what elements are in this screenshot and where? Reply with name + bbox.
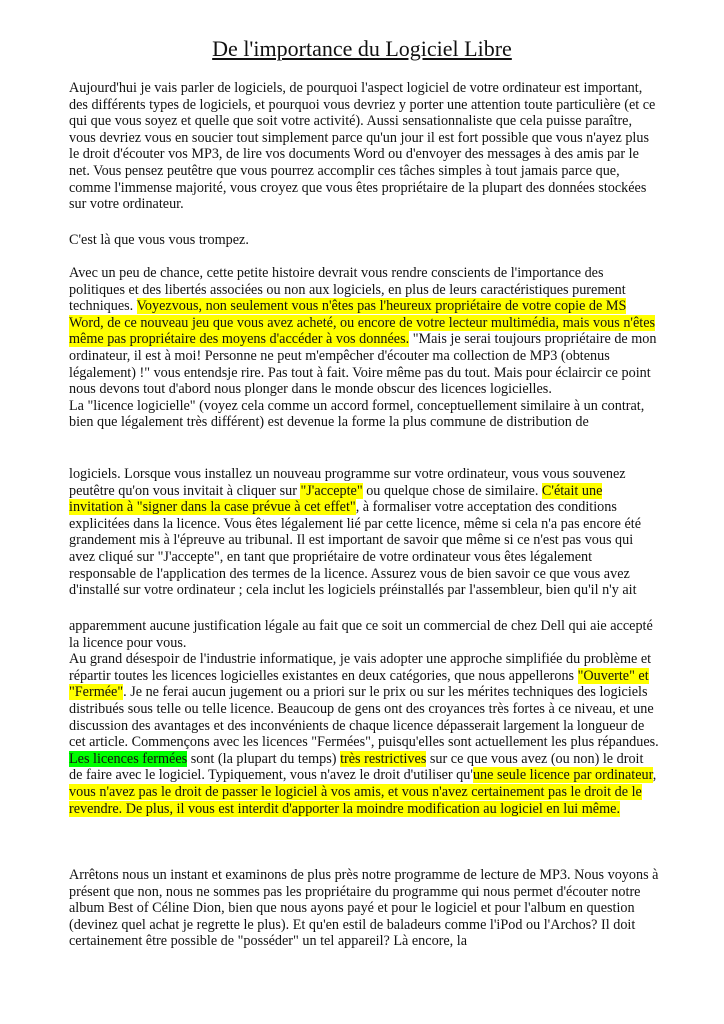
paragraph-mp3: Arrêtons nous un instant et examinons de plus près notre programme de lecture de MP3. Nous voyons à présent que non, nous ne sommes pas les propriétaire du programme qui nous permet d'écouter notre album Best of Céline Dion, bien que nous ayons payé et pour le logiciel et pour l'album en question (devinez quel achat je regrette le plus). Et qu'en estil de baladeurs comme l'iPod ou l'Archos? Il doit certainement être possible de "posséder" un tel appareil? Là encore, la	[69, 867, 659, 950]
text-segment: sont (la plupart du temps)	[187, 750, 341, 767]
highlighted-text: Voyezvous, non seulement vous n'êtes pas l'heureux propriétaire de votre copie de MS Word, de ce nouveau jeu que vous avez acheté, ou encore de votre lecteur multimédia, mais vous n'êtes même pas propriétaire des moyens d'accéder à vos données.	[69, 298, 656, 348]
text-segment: ou quelque chose de similaire.	[362, 482, 542, 499]
text-segment: La "licence logicielle" (voyez cela comme un accord formel, conceptuellement similaire à un contrat, bien que légalement très différent) est devenue la forme la plus commune de distribution de	[69, 397, 645, 431]
text-segment: , à formaliser votre acceptation des conditions explicitées dans la licence. Vous êtes légalement lié par cette licence, même si cela n'a pas encore été grandement mis à l'épreuve au tribunal. Il est important de savoir que même si ce n'est pas vous qui avez cliqué sur "J'accepte", en tant que propriétaire de votre ordinateur vous êtes légalement responsable de l'application des termes de la licence. Assurez vous de bien savoir ce que vous avez d'installé sur votre ordinateur ; cela inclut les logiciels préinstallés par l'assembleur, bien qu'il n'y ait	[69, 499, 642, 599]
paragraph-categories	[69, 618, 659, 817]
text-segment: . Je ne ferai aucun jugement ou a priori sur le prix ou sur les mérites techniques des logiciels distribués sous telle ou telle licence. Beaucoup de gens ont des croyances très fortes à ce niveau, et une discussion des avantages et des inconvénients de chaque licence dépasserait largement la longueur de cet article. Commençons avec les licences "Fermées", puisqu'elles sont actuellement les plus répandues.	[69, 684, 659, 751]
highlighted-text: très restrictives	[340, 750, 427, 767]
paragraph-licences	[69, 265, 659, 431]
text-segment: Avec un peu de chance, cette petite histoire devrait vous rendre conscients de l'importance des politiques et des libertés associées ou non aux logiciels, en plus de leurs caractéristiques purement techniques.	[69, 265, 626, 315]
highlighted-text: C'était une invitation à "signer dans la case prévue à cet effet"	[69, 482, 603, 516]
highlighted-text: une seule licence par ordinateur	[472, 767, 653, 784]
text-segment: apparemment aucune justification légale au fait que ce soit un commercial de chez Dell qui aie accepté la licence pour vous.	[69, 618, 653, 651]
highlighted-text: "Ouverte" et "Fermée"	[69, 667, 649, 701]
text-segment: logiciels. Lorsque vous installez un nouveau programme sur votre ordinateur, vous vous souvenez peutêtre qu'on vous invitait à cliquer sur	[69, 466, 626, 499]
paragraph-trompez: C'est là que vous vous trompez.	[69, 232, 249, 248]
text-segment: Au grand désespoir de l'industrie informatique, je vais adopter une approche simplifiée du problème et répartir toutes les licences logicielles existantes en deux catégories, que nous appellerons	[69, 651, 652, 684]
text-segment: sur ce que vous avez (ou non) le droit de faire avec le logiciel. Typiquement, vous n'avez le droit d'utiliser qu'	[69, 750, 644, 784]
highlighted-text: "J'accepte"	[300, 482, 363, 499]
highlighted-text-green: Les licences fermées	[69, 750, 188, 767]
paragraph-installation	[69, 466, 659, 599]
highlighted-text: vous n'avez pas le droit de passer le logiciel à vos amis, et vous n'avez certainement pas le droit de le revendre. De plus, il vous est interdit d'apporter la moindre modification au logiciel en lui même.	[69, 783, 642, 817]
page-title: De l'importance du Logiciel Libre	[212, 36, 512, 61]
paragraph-intro: Aujourd'hui je vais parler de logiciels, de pourquoi l'aspect logiciel de votre ordinateur est important, des différents types de logiciels, et pourquoi vous devriez y porter une attention toute particulière (et ce qui que vous soyez et quelle que soit votre activité). Aussi sensationnaliste que cela puisse paraître, vous devriez vous en soucier tout simplement parce qu'un jour il est fort possible que vous n'ayez plus le droit d'écouter vos MP3, de lire vos documents Word ou d'envoyer des messages à des amis par le net. Vous pensez peutêtre que vous pourrez accomplir ces tâches simples à tout jamais parce que, comme l'immense majorité, vous croyez que vous êtes propriétaire de la plupart des données stockées sur votre ordinateur.	[69, 80, 656, 213]
text-segment: "Mais je serai toujours propriétaire de mon ordinateur, il est à moi! Personne ne peut m'empêcher d'écouter ma collection de MP3 (obtenus légalement) !" vous entendsje rire. Pas tout à fait. Voire même pas du tout. Mais pour éclaircir ce point nous devons tout d'abord nous plonger dans le monde obscur des licences logicielles.	[69, 331, 657, 398]
text-segment: ,	[652, 767, 657, 784]
